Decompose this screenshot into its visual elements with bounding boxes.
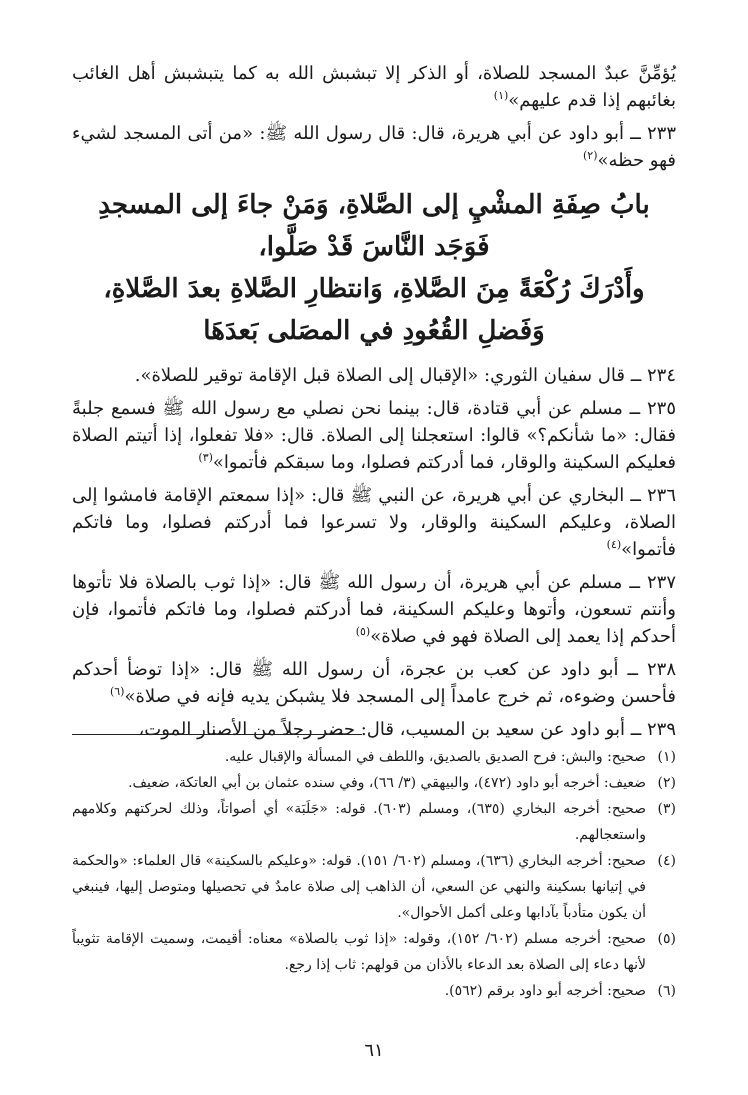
paragraph-236: ٢٣٦ ــ البخاري عن أبي هريرة، عن النبي ﷺ قال: «إذا سمعتم الإقامة فامشوا إلى الصلاة، وعليكم السكينة والوقار، ولا تسرعوا فما أدركتم فصلوا، وما فاتكم فأتموا»$^{(٤)}$ [72, 485, 676, 560]
footnote-ref: (٢) [583, 149, 598, 162]
footnote-item [72, 796, 676, 848]
footnote-divider [72, 734, 362, 735]
footnote-number: (٣) [657, 801, 676, 817]
footnote-text: صحيح: أخرجه البخاري (٦٣٦)، ومسلم (٦٠٢/ ١٥١). قوله: «وعليكم بالسكينة» قال العلماء: «والحكمة في إتيانها بسكينة والنهي عن السعي، أن الذاهب إلى صلاة عامدٌ في تحصيلها ومتوصل إليها، فينبغي أن يكون متأدباً بآدابها وعلى أكمل الأحوال». [72, 853, 647, 921]
heading-line-2: وأَدْرَكَ رُكْعَةً مِنَ الصَّلاةِ، وَانتظارِ الصَّلاةِ بعدَ الصَّلاةِ، [103, 274, 645, 304]
footnote-ref: (١) [493, 89, 509, 102]
footnote-ref: (٥) [355, 625, 371, 638]
paragraph-239: ٢٣٩ ــ أبو داود عن سعيد بن المسيب، قال: حضر رجلاً من الأصنار الموت، [138, 719, 676, 740]
footnotes [72, 744, 676, 1004]
paragraph-235: ٢٣٥ ــ مسلم عن أبي قتادة، قال: بينما نحن نصلي مع رسول الله ﷺ فسمع جلبةً فقال: «ما شأنكم؟» قالوا: استعجلنا إلى الصلاة. قال: «فلا تفعلوا، إذا أتيتم الصلاة فعليكم السكينة والوقار، فما أدركتم فصلوا، وما سبقكم فأتموا»$^{(٣)}$ [72, 398, 676, 473]
footnote-text: صحيح: أخرجه البخاري (٦٣٥)، ومسلم (٦٠٣). قوله: «جَلَبَة» أي أصواتاً، وذلك لحركتهم وكلامهم واستعجالهم. [72, 801, 647, 843]
footnote-text: صحيح: أخرجه مسلم (٦٠٢/ ١٥٢)، وقوله: «إذا ثوب بالصلاة» معناه: أقيمت، وسميت الإقامة تثويباً لأنها دعاء إلى الصلاة بعد الدعاء بالأذان من قولهم: ثاب إذا رجع. [72, 931, 646, 973]
footnote-item [72, 770, 676, 796]
heading-line-3: وَفَضلِ القُعُودِ في المصَلى بَعدَهَا [203, 316, 545, 346]
heading-line-1: بابُ صِفَةِ المشْيِ إلى الصَّلاةِ، وَمَنْ جاءَ إلى المسجدِ فَوَجَد النَّاسَ قَدْ صَلَّوا، [98, 190, 650, 262]
paragraph-continued: يُؤمِّنَّ عبدٌ المسجد للصلاة، أو الذكر إلا تبشبش الله به كما يتبشبش أهل الغائب بغائبهم إذا قدم عليهم»$^{(١)}$ [72, 63, 676, 111]
footnote-number: (٦) [657, 983, 676, 999]
page-number: ٦١ [364, 1040, 384, 1061]
footnote-text: ضعيف: أخرجه أبو داود (٤٧٢)، والبيهقي (٣/ ٦٦)، وفي سنده عثمان بن أبي العاتكة، ضعيف. [128, 775, 646, 791]
chapter-heading [72, 184, 676, 352]
paragraph-234: ٢٣٤ ــ قال سفيان الثوري: «الإقبال إلى الصلاة قبل الإقامة توقير للصلاة». [134, 365, 676, 386]
footnote-ref: (٤) [606, 538, 622, 551]
paragraph-233: ٢٣٣ ــ أبو داود عن أبي هريرة، قال: قال رسول الله ﷺ: «من أتى المسجد لشيء فهو حظه»$^{(٢)}$ [72, 123, 676, 171]
footnote-number: (٢) [657, 775, 676, 791]
footnote-item [72, 978, 676, 1004]
footnote-item [72, 926, 676, 978]
paragraph-238: ٢٣٨ ــ أبو داود عن كعب بن عجرة، أن رسول الله ﷺ قال: «إذا توضأ أحدكم فأحسن وضوءه، ثم خرج عامداً إلى المسجد فلا يشبكن يديه فإنه في صلاة»$^{(٦)}$ [72, 659, 676, 707]
footnote-text: صحيح: أخرجه أبو داود برقم (٥٦٢). [444, 983, 646, 999]
footnote-number: (١) [657, 749, 676, 765]
footnote-ref: (٦) [109, 685, 125, 698]
main-text [72, 60, 676, 749]
footnote-number: (٤) [657, 853, 676, 869]
footnote-text: صحيح: والبش: فرح الصديق بالصديق، واللطف في المسألة والإقبال عليه. [224, 749, 646, 765]
footnote-item [72, 744, 676, 770]
footnote-ref: (٣) [198, 451, 213, 464]
paragraph-237: ٢٣٧ ــ مسلم عن أبي هريرة، أن رسول الله ﷺ قال: «إذا ثوب بالصلاة فلا تأتوها وأنتم تسعون، وأتوها وعليكم السكينة، فما أدركتم فصلوا، وما فاتكم فأتموا، فإن أحدكم إذا يعمد إلى الصلاة فهو في صلاة»$^{(٥)}$ [72, 572, 676, 647]
footnote-number: (٥) [657, 931, 676, 947]
footnote-item [72, 848, 676, 926]
